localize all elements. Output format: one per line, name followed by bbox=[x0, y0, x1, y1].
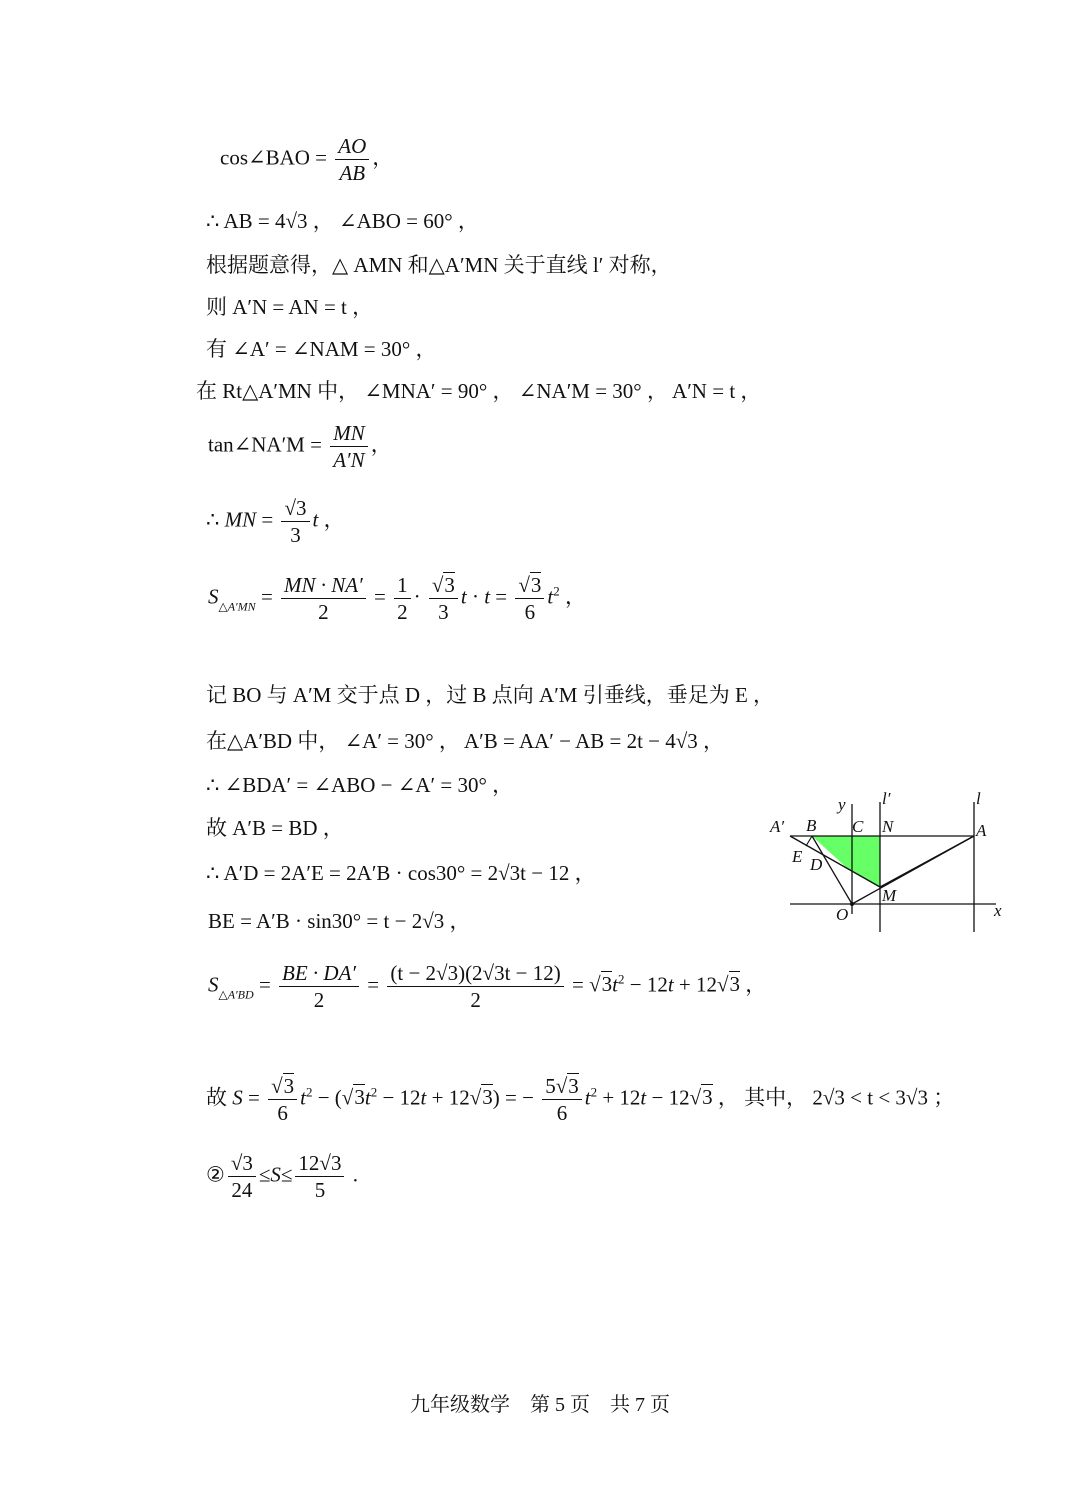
label-c: C bbox=[852, 817, 864, 836]
math-line: ∴ A′D = 2A′E = 2A′B · cos30° = 2√3t − 12 ， bbox=[206, 861, 596, 885]
math-line: 根据题意得，△ AMN 和△A′MN 关于直线 l′ 对称， bbox=[206, 253, 672, 277]
text: 其中， 2√3 < t < 3√3 ； bbox=[744, 1085, 955, 1110]
math-line: $S_{\triangle A'MN}$ = $\frac{MN \cdot NA'}{2}$ = $\frac{1}{2}$ · $\frac{√3}{3}$ t · t = $\frac{√3}{6}$ $t^2$ ， bbox=[208, 573, 586, 624]
numerator: (t − 2√3)(2√3t − 12) bbox=[387, 960, 563, 987]
numerator: AO bbox=[338, 134, 367, 158]
label-a-prime: A′ bbox=[770, 817, 785, 836]
page-footer: 九年级数学 第 5 页 共 7 页 bbox=[410, 1394, 670, 1416]
fraction bbox=[281, 495, 309, 548]
denominator: 3 bbox=[290, 523, 301, 547]
fraction bbox=[228, 1150, 256, 1203]
math-line: ∴ ∠BDA′ = ∠ABO − ∠A′ = 30° ， bbox=[206, 773, 514, 797]
label-b: B bbox=[806, 816, 817, 835]
math-line: BE = A′B · sin30° = t − 2√3 ， bbox=[208, 909, 471, 933]
geometry-figure bbox=[766, 790, 1016, 940]
label-e: E bbox=[792, 847, 803, 866]
math-line: ② $\frac{√3}{24}$ ≤S≤ $\frac{12√3}{5}$ . bbox=[206, 1151, 358, 1202]
math-line: 在 Rt△A′MN 中， ∠MNA′ = 90° ， ∠NA′M = 30° ， A′N = t ， bbox=[196, 379, 762, 403]
label-l: l bbox=[976, 790, 981, 808]
point-o bbox=[850, 902, 854, 906]
label-m: M bbox=[882, 886, 897, 905]
fraction bbox=[335, 133, 369, 186]
math-line: 故 A′B = BD ， bbox=[206, 816, 344, 840]
denominator: AB bbox=[339, 161, 366, 185]
denominator: 5 bbox=[314, 1178, 326, 1202]
fraction: $\frac{BE \cdot DA'}{2}$ bbox=[279, 960, 359, 1013]
fraction bbox=[295, 1150, 344, 1203]
math-line: ∴ MN = $\frac{√3}{3}$ t ， bbox=[206, 496, 345, 547]
numerator: BE · DA′ bbox=[282, 961, 357, 985]
numerator: √3 bbox=[228, 1150, 256, 1177]
numerator: √3 bbox=[281, 495, 309, 522]
label-n: N bbox=[882, 817, 894, 836]
math-line: 有 ∠A′ = ∠NAM = 30° ， bbox=[206, 337, 437, 361]
math-line: tan∠NA′M = $\frac{MN}{A'N}$ ， bbox=[208, 421, 392, 472]
label-a: A bbox=[976, 821, 987, 840]
fraction bbox=[281, 572, 366, 625]
denominator: 2 bbox=[318, 600, 329, 624]
label-x: x bbox=[994, 901, 1002, 920]
label-d: D bbox=[810, 855, 823, 874]
math-line: ∴ AB = 4√3 ， ∠ABO = 60° ， bbox=[206, 209, 479, 233]
math-line: 记 BO 与 A′M 交于点 D ，过 B 点向 A′M 引垂线，垂足为 E ， bbox=[206, 683, 775, 707]
text: cos∠BAO = bbox=[220, 145, 328, 170]
label-y: y bbox=[838, 795, 846, 814]
numerator: 12√3 bbox=[295, 1150, 344, 1177]
denominator: 24 bbox=[231, 1178, 253, 1202]
fraction bbox=[330, 420, 368, 473]
denominator: A′N bbox=[333, 448, 365, 472]
numerator: MN bbox=[333, 421, 365, 445]
label-l-prime: l′ bbox=[882, 790, 891, 808]
math-line: $S_{\triangle A'BD}$ = $\frac{BE \cdot DA'}{2}$ = $\frac{(t - 2√3)(2√3t - 12)}{2}$ = $√3t^2 - 12t + 12√3$ ， bbox=[208, 961, 767, 1012]
math-line: 则 A′N = AN = t ， bbox=[206, 295, 374, 319]
text: tan∠NA′M = bbox=[208, 432, 322, 457]
numerator: MN · NA′ bbox=[284, 573, 363, 597]
math-line: 在△A′BD 中， ∠A′ = 30° ， A′B = AA′ − AB = 2t − 4√3 ， bbox=[206, 729, 725, 753]
math-line: 故 S = $\frac{√3}{6}$ $t^2 - (√3t^2 - 12t + 12√3)$ = − $\frac{5√3}{6}$ $t^2 + 12t - 12√3$ ， 其中， 2√3 < t < 3√3 ； bbox=[206, 1074, 955, 1125]
fraction: $\frac{(t - 2√3)(2√3t - 12)}{2}$ bbox=[387, 960, 563, 1013]
label-o: O bbox=[836, 905, 849, 924]
segment-b-e bbox=[806, 836, 812, 846]
math-line: cos∠BAO = $\frac{AO}{AB}$ ， bbox=[220, 134, 394, 185]
